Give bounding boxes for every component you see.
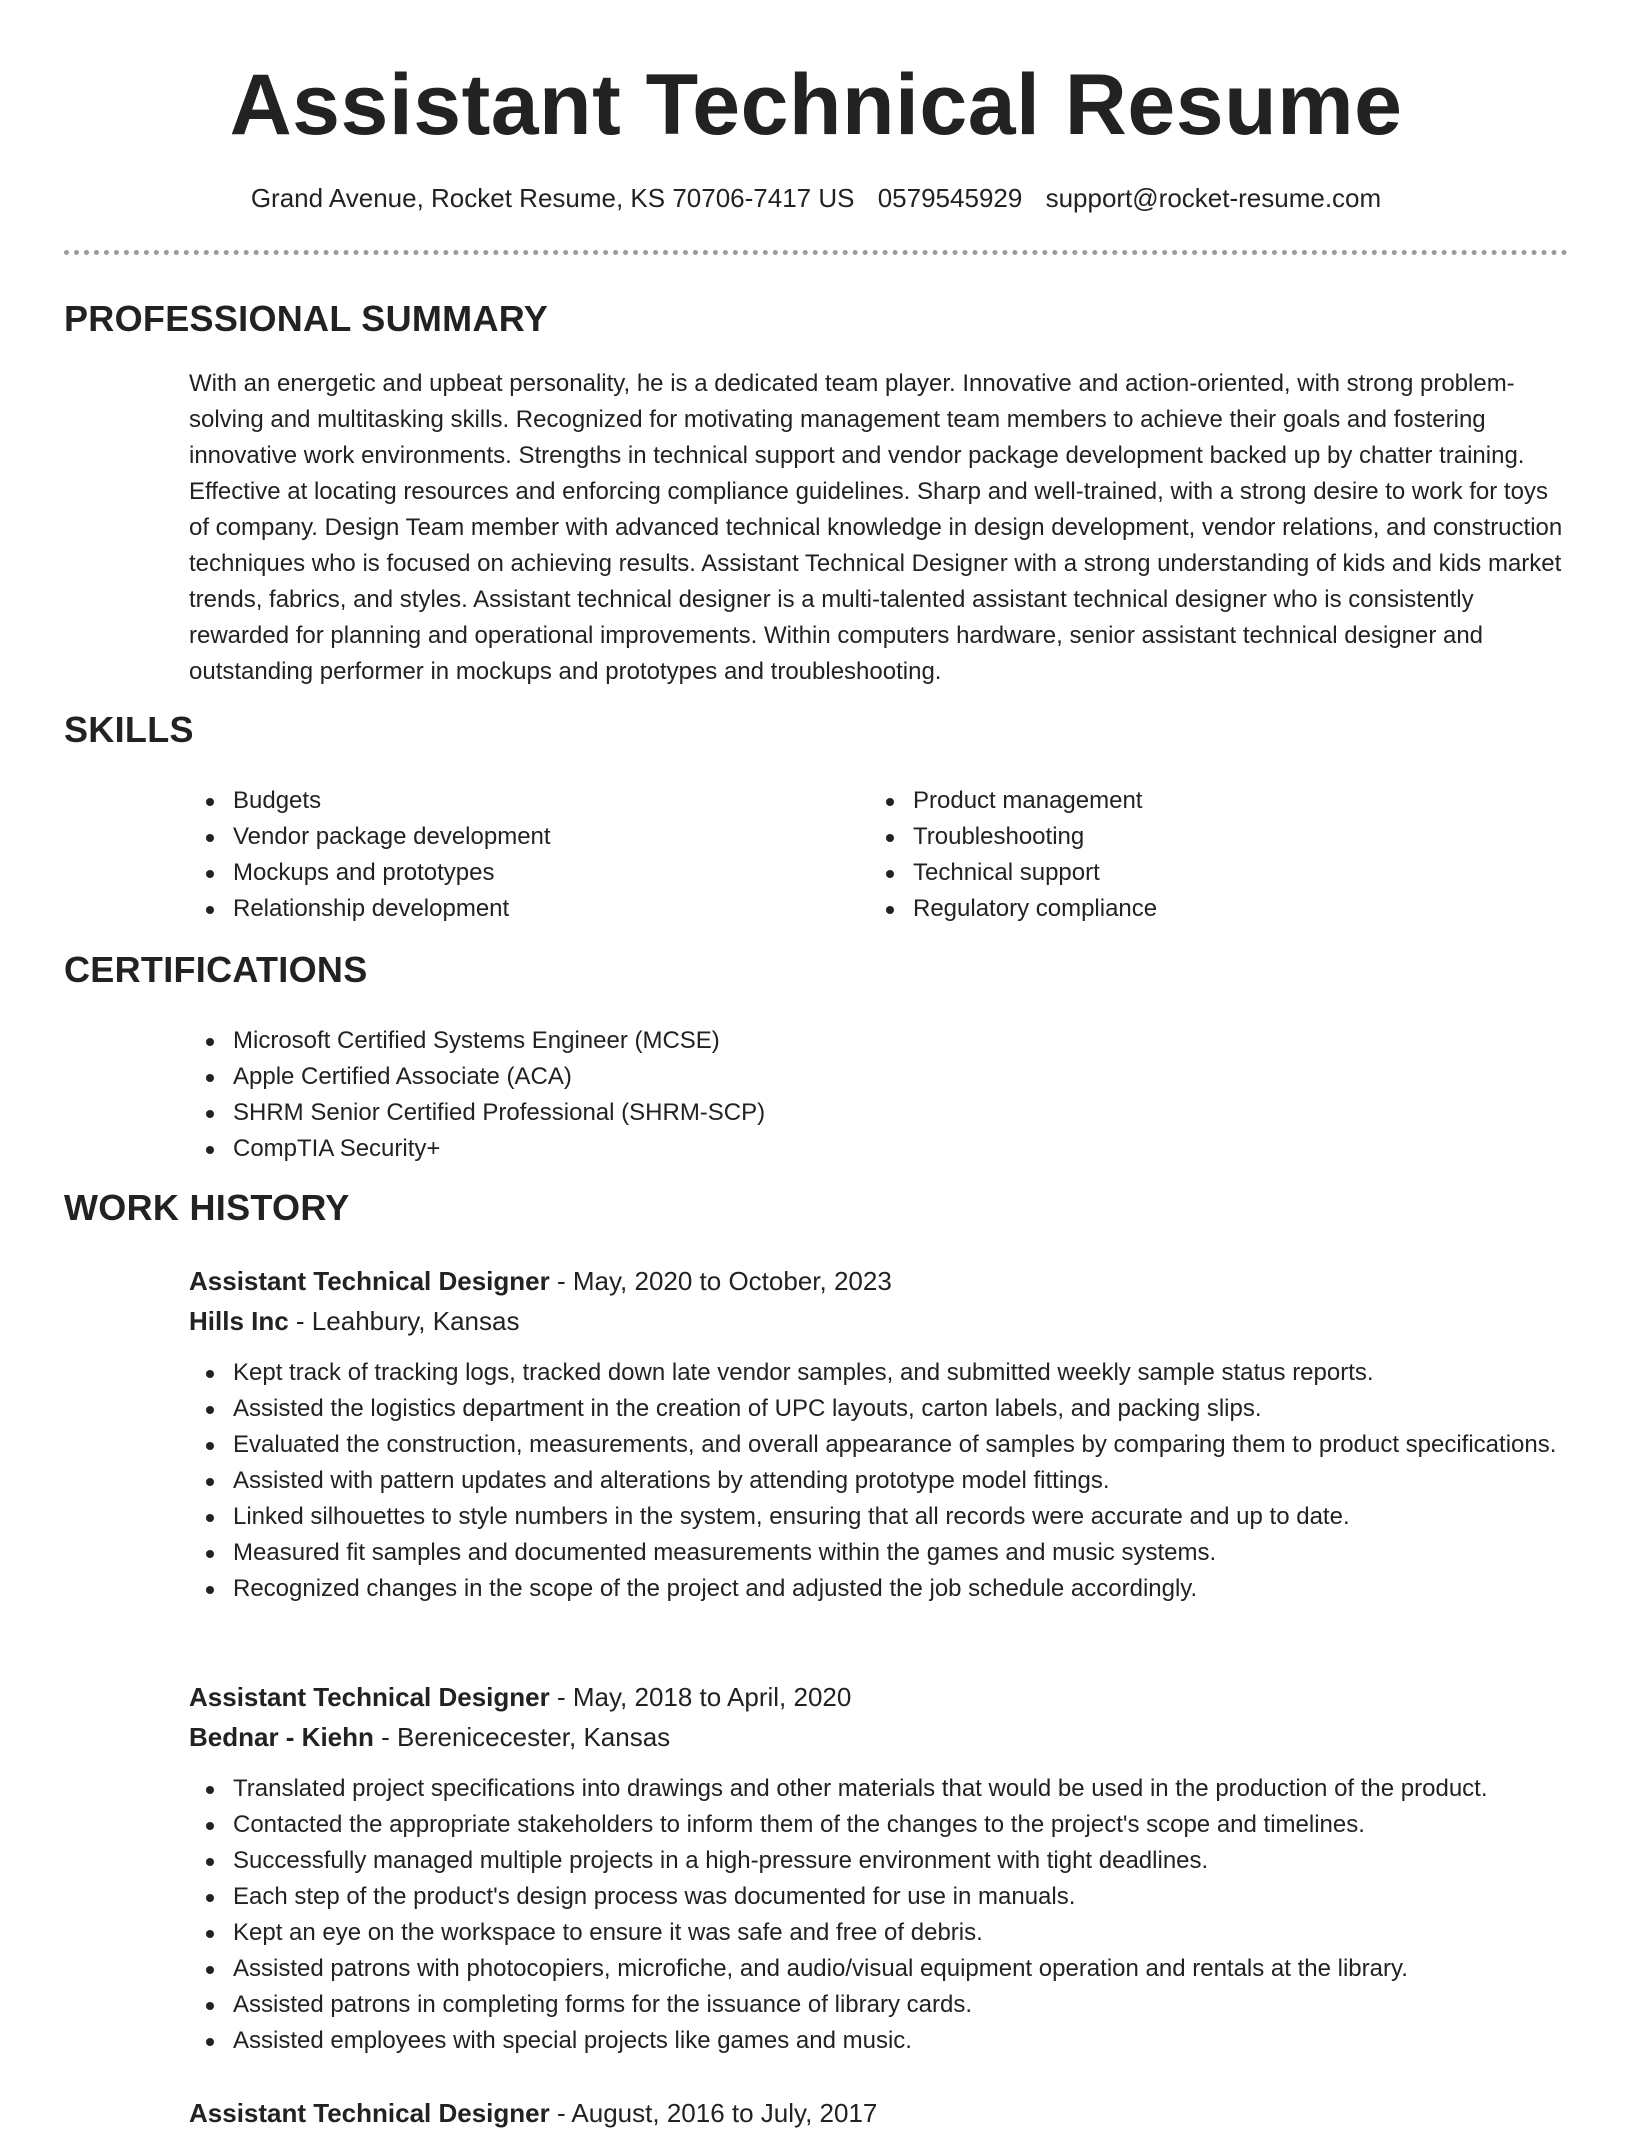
job-location: - Leahbury, Kansas xyxy=(288,1306,520,1336)
job-title: Assistant Technical Designer xyxy=(189,2098,550,2128)
job-bullet: Each step of the product's design process was documented for use in manuals. xyxy=(189,1879,1569,1915)
certifications-list xyxy=(189,1023,1569,1167)
certification-item: Apple Certified Associate (ACA) xyxy=(189,1059,1569,1095)
job-bullet: Assisted employees with special projects like games and music. xyxy=(189,2023,1569,2059)
contact-line xyxy=(0,180,1632,216)
skill-item: Relationship development xyxy=(189,891,849,927)
job-company: Bednar - Kiehn xyxy=(189,1722,374,1752)
job-bullet: Successfully managed multiple projects in a high-pressure environment with tight deadlines. xyxy=(189,1843,1569,1879)
contact-phone: 0579545929 xyxy=(877,183,1023,213)
summary-text: With an energetic and upbeat personality, he is a dedicated team player. Innovative and action-oriented, with strong problem-solving and multitasking skills. Recognized for motivating management team members to achieve their goals and fostering innovative work environments. Strengths in technical support and vendor package development backed up by chatter training. Effective at locating resources and enforcing compliance guidelines. Sharp and well-trained, with a strong desire to work for toys of company. Design Team member with advanced technical knowledge in design development, vendor relations, and construction techniques who is focused on achieving results. Assistant Technical Designer with a strong understanding of kids and kids market trends, fabrics, and styles. Assistant technical designer is a multi-talented assistant technical designer who is consistently rewarded for planning and operational improvements. Within computers hardware, senior assistant technical designer and outstanding performer in mockups and prototypes and troubleshooting. xyxy=(189,370,1563,685)
certification-item: CompTIA Security+ xyxy=(189,1131,1569,1167)
job-title: Assistant Technical Designer xyxy=(189,1266,550,1296)
skill-item: Regulatory compliance xyxy=(869,891,1529,927)
job-dates: - May, 2018 to April, 2020 xyxy=(549,1682,852,1712)
job-bullet: Assisted patrons in completing forms for the issuance of library cards. xyxy=(189,1987,1569,2023)
job-bullet-list xyxy=(189,1355,1569,1607)
job-company-line xyxy=(189,1718,670,1756)
job-company: Hills Inc xyxy=(189,1306,289,1336)
skill-item: Technical support xyxy=(869,855,1529,891)
skill-item: Vendor package development xyxy=(189,819,849,855)
job-title: Assistant Technical Designer xyxy=(189,1682,550,1712)
job-bullet: Assisted the logistics department in the creation of UPC layouts, carton labels, and packing slips. xyxy=(189,1391,1569,1427)
job-dates: - May, 2020 to October, 2023 xyxy=(549,1266,892,1296)
job-location: - Berenicecester, Kansas xyxy=(373,1722,671,1752)
certification-item: Microsoft Certified Systems Engineer (MCSE) xyxy=(189,1023,1569,1059)
work-history-heading: WORK HISTORY xyxy=(64,1187,350,1228)
job-bullet: Translated project specifications into drawings and other materials that would be used in the production of the product. xyxy=(189,1771,1569,1807)
summary-heading: PROFESSIONAL SUMMARY xyxy=(64,298,549,339)
job-bullet: Linked silhouettes to style numbers in the system, ensuring that all records were accurate and up to date. xyxy=(189,1499,1569,1535)
certification-item: SHRM Senior Certified Professional (SHRM-SCP) xyxy=(189,1095,1569,1131)
header-divider xyxy=(64,250,1568,255)
job-bullet-list xyxy=(189,1771,1569,2059)
skills-list-right xyxy=(869,783,1529,927)
job-title-line xyxy=(189,2094,877,2132)
job-bullet: Contacted the appropriate stakeholders to inform them of the changes to the project's scope and timelines. xyxy=(189,1807,1569,1843)
job-bullet: Evaluated the construction, measurements, and overall appearance of samples by comparing them to product specifications. xyxy=(189,1427,1569,1463)
job-bullet: Kept track of tracking logs, tracked down late vendor samples, and submitted weekly sample status reports. xyxy=(189,1355,1569,1391)
contact-email: support@rocket-resume.com xyxy=(1045,183,1382,213)
job-bullet: Kept an eye on the workspace to ensure it was safe and free of debris. xyxy=(189,1915,1569,1951)
skill-item: Troubleshooting xyxy=(869,819,1529,855)
job-bullet: Assisted patrons with photocopiers, microfiche, and audio/visual equipment operation and rentals at the library. xyxy=(189,1951,1569,1987)
job-bullet: Assisted with pattern updates and alterations by attending prototype model fittings. xyxy=(189,1463,1569,1499)
page-title: Assistant Technical Resume xyxy=(229,57,1403,153)
job-dates: - August, 2016 to July, 2017 xyxy=(549,2098,878,2128)
job-bullet: Measured fit samples and documented measurements within the games and music systems. xyxy=(189,1535,1569,1571)
certifications-heading: CERTIFICATIONS xyxy=(64,949,368,990)
job-company-line xyxy=(189,1302,519,1340)
skills-list-left xyxy=(189,783,849,927)
skill-item: Budgets xyxy=(189,783,849,819)
job-title-line xyxy=(189,1262,892,1300)
skill-item: Mockups and prototypes xyxy=(189,855,849,891)
job-bullet: Recognized changes in the scope of the project and adjusted the job schedule accordingly. xyxy=(189,1571,1569,1607)
skills-heading: SKILLS xyxy=(64,709,194,750)
skill-item: Product management xyxy=(869,783,1529,819)
contact-address: Grand Avenue, Rocket Resume, KS 70706-7417 US xyxy=(250,183,855,213)
job-title-line xyxy=(189,1678,851,1716)
